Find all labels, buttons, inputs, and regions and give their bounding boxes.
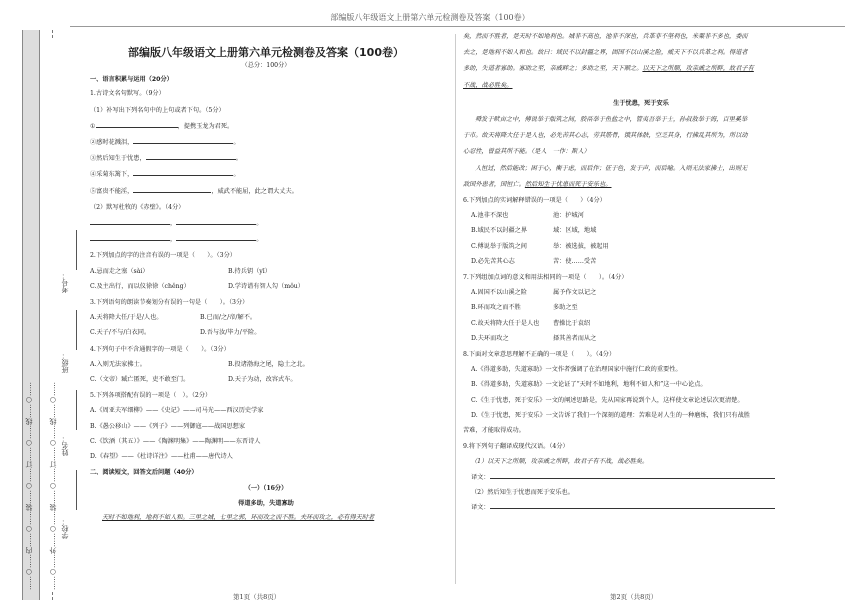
page-number-left: 第1页（共8页） [233, 593, 281, 601]
translation-2: 译文： [463, 505, 819, 511]
right-column [463, 34, 819, 511]
passage-line: 舜发于畎亩之中，傅说举于版筑之间，胶鬲举于鱼盐之中，管夷吾举于士，孙叔敖举于海，百里奚举 [475, 116, 748, 124]
q1-item-2: ②感时花溅泪， 。 [90, 139, 240, 147]
q1-item-1-text: ，提携玉龙为君死。 [177, 122, 234, 130]
name-label: 姓名： [61, 435, 69, 456]
left-column [90, 34, 442, 521]
option-b: B.域民不以封疆之界 域：区域，地域 [471, 227, 597, 235]
underlined-sentence: 然后知生于忧患而死于安乐也。 [524, 180, 612, 188]
section-2-heading: 二、阅读短文，回答文后问题（40分） [90, 469, 198, 477]
option-d: D.夫环而攻之 择其善者而从之 [471, 334, 597, 342]
option-c: C.傅说举于版筑之间 举：被选拔，被起用 [471, 242, 609, 250]
name-line [76, 390, 77, 430]
passage-line: 多助，失道者寡助。寡助之至，亲戚畔之；多助之至，天下顺之。以天下之所顺，攻亲戚之所畔，故君子有 [463, 65, 754, 73]
option-d-cont: 苦难，才能取得成功。 [463, 427, 525, 435]
q2-options [90, 269, 442, 275]
school-line [76, 470, 77, 510]
option-c[interactable]: C.《生于忧患，死于安乐》一文的阐述思路是，先从国家再说到个人，这样使文章论述层次更清楚。 [471, 396, 744, 404]
q1-item-5 [90, 189, 442, 195]
option-a[interactable]: A.《得道多助，失道寡助》一文作者强调了在治理国家中施行仁政的重要性。 [471, 366, 682, 374]
page-title: 部编版八年级语文上册第六单元检测卷及答案（100卷） [128, 46, 404, 59]
q6-stem: 6.下列加点的实词解释错误的一项是（ ）（4分） [463, 197, 606, 205]
q1-item-3-text: ③然后知生于忧患， [90, 155, 146, 163]
q4-stem: 4.下列句子中不含通假字的一项是（ ）。（3分） [90, 345, 230, 353]
class-label: 班级： [61, 352, 69, 373]
q1-part2: （2）默写杜牧的《赤壁》。（4分） [90, 203, 185, 211]
q1-item-5-text: ⑤富贵不能淫， [90, 187, 134, 195]
q5-stem: 5.下列各项搭配有误的一项是（ ）。（2分） [90, 392, 212, 400]
passage-1-label: （一）（16分） [244, 485, 288, 493]
option-b[interactable]: B.持兵钥（yī） [228, 267, 271, 275]
q1-item-1 [90, 124, 442, 130]
passage-1-title: 得道多助，失道寡助 [238, 499, 294, 507]
q3-stem: 3.下列语句的朗读节奏划分有误的一句是（ ）。（3分） [90, 299, 249, 307]
option-a: A.固国不以山溪之险 属予作文以记之 [471, 289, 597, 297]
option-c[interactable]: C.《饮酒（其五）》——《陶渊明集》——陶渊明——东晋诗人 [90, 437, 261, 445]
option-c[interactable]: C.（文帝）臧亡匿死，吏不敢至门。 [90, 376, 190, 384]
option-a: A.池非不深也 池：护城河 [471, 212, 584, 220]
q1-item-4: ④采菊东篱下， 。 [90, 171, 240, 179]
option-a[interactable]: A.《周亚夫军细柳》——《史记》——司马光——西汉历史学家 [90, 407, 264, 415]
total-score: （总分：100分） [241, 62, 291, 69]
class-line [76, 310, 77, 350]
option-a[interactable]: A.忌而走之塞（sài） [90, 267, 149, 275]
passage-line: 心忍性，曾益其所不能。（是人 一作：斯人） [463, 148, 590, 156]
option-c[interactable]: C.天子/不与/白衣同。 [90, 329, 151, 337]
option-d: D.必先苦其心志 苦：使……受苦 [471, 257, 597, 265]
passage-line: 矣，然而不胜者，是天时不如地利也。城非不高也，池非不深也，兵革非不坚利也，米粟非不多也，委而 [463, 33, 748, 40]
q9-sentence-2: （2）然后知生于忧患而死于安乐也。 [471, 488, 574, 496]
q1-item-3: ③然后知生于忧患， 。 [90, 155, 242, 163]
answer-blank[interactable] [133, 192, 211, 193]
school-label: 学校： [61, 518, 69, 539]
q1-part1: （1）补写出下列名句中的上句或者下句。（5分） [90, 106, 225, 114]
examno-line [76, 230, 77, 270]
passage-line: 去之，是地利不如人和也。故曰：域民不以封疆之界，固国不以山溪之险，威天下不以兵革之利。得道者 [463, 49, 748, 57]
passage-line: 于市。故天将降大任于是人也，必先苦其心志，劳其筋骨，饿其体肤，空乏其身，行拂乱其所为，所以动 [463, 132, 748, 140]
q1-item-5-tail: ，威武不能屈，此之谓大丈夫。 [211, 187, 298, 195]
poem-line-1: ， 。 [90, 221, 442, 227]
answer-blank[interactable] [90, 240, 170, 241]
q8-stem: 8.下面对文章意思理解不正确的一项是（ ）。（4分） [463, 351, 616, 359]
page-number-right: 第2页（共8页） [610, 593, 658, 601]
answer-blank[interactable] [96, 127, 178, 128]
q9-stem: 9.将下列句子翻译成现代汉语。（4分） [463, 443, 569, 451]
answer-blank[interactable] [90, 224, 170, 225]
q1-item-2-text: ②感时花溅泪， [90, 139, 134, 147]
option-d[interactable]: D.天子为动，改容式车。 [228, 376, 297, 384]
passage-1-line-1: 天时不如地利，地利不如人和。三里之城，七里之郭，环而攻之而不胜。夫环而攻之，必有得天时者 [102, 513, 375, 521]
passage-2-title: 生于忧患，死于安乐 [613, 99, 669, 107]
answer-blank[interactable] [176, 240, 256, 241]
option-c: C.故天将降大任于是人也 曹操比于袁绍 [471, 319, 591, 327]
q7-stem: 7.下列组加点词的意义和用法相同的一项是（ ）。（4分） [463, 274, 628, 282]
answer-blank[interactable] [176, 224, 256, 225]
option-b[interactable]: B.《愚公移山》——《列子》——列御寇——战国思想家 [90, 422, 246, 430]
option-a[interactable]: A.入则无法家拂士。 [90, 360, 146, 368]
passage-line: 人恒过，然后能改；困于心，衡于虑，而后作；征于色，发于声，而后喻。入则无法家拂士，出则无 [475, 164, 748, 172]
q1-item-4-text: ④采菊东篱下， [90, 171, 134, 179]
option-b[interactable]: B.《得道多助，失道寡助》一文论证了“天时不如地利，地利不如人和”这一中心论点。 [471, 381, 707, 389]
outer-cut-text: ……○……外……○……装……○……订……○……线……○…… [48, 40, 58, 590]
option-d[interactable]: D.《生于忧患，死于安乐》一文告诉了我们一个深刻的道理：苦难是对人生的一种磨炼，我们只有战胜 [471, 411, 750, 419]
binding-margin [14, 30, 69, 600]
q1-stem: 1.古诗文名句默写。（9分） [90, 90, 165, 98]
answer-blank[interactable] [133, 175, 233, 176]
examno-label: 考号： [61, 272, 69, 293]
inner-cut-line: ……○……内……○……装……○……订……○……线……○…… [25, 382, 33, 590]
underlined-sentence: 以天下之所顺，攻亲戚之所畔，故君子有 [642, 65, 754, 73]
passage-line: 敌国外患者，国恒亡。然后知生于忧患而死于安乐也。 [463, 180, 612, 188]
option-a[interactable]: A.天将降大任/于是/人也。 [90, 314, 163, 322]
answer-blank[interactable] [490, 508, 775, 509]
option-b[interactable]: B.投诸渤海之尾，隐土之北。 [228, 360, 309, 368]
option-d[interactable]: D.吾与汝/毕力/平险。 [200, 329, 261, 337]
q9-sentence-1: （1）以天下之所顺，攻亲戚之所畔，故君子有不战，战必胜矣。 [471, 458, 649, 466]
poem-line-2: ， 。 [90, 237, 442, 243]
column-divider [455, 34, 456, 584]
passage-line: 不战，战必胜矣。 [463, 81, 513, 89]
header-rule [70, 26, 845, 27]
q2-stem: 2.下列加点的字的注音有误的一项是（ ）。（3分） [90, 252, 236, 260]
option-d[interactable]: D.《春望》——《杜诗详注》——杜甫——唐代诗人 [90, 453, 233, 461]
option-b: B.环而攻之而不胜 多助之至 [471, 304, 578, 312]
q1-item-1-num: ① [90, 122, 96, 130]
option-c[interactable]: C.及主出行，而以仪徐徐（chěng） [90, 282, 190, 290]
option-b[interactable]: B.已而/之/帝/解不。 [200, 314, 257, 322]
answer-blank[interactable] [133, 143, 233, 144]
answer-blank[interactable] [490, 478, 775, 479]
option-d[interactable]: D.学诗谱有智人勾（mǒu） [228, 282, 304, 290]
answer-blank[interactable] [146, 159, 236, 160]
translation-1: 译文： [463, 475, 819, 481]
page-header: 部编版八年级语文上册第六单元检测卷及答案（100卷） [330, 13, 530, 22]
section-1-heading: 一、语言积累与运用（20分） [90, 76, 173, 84]
